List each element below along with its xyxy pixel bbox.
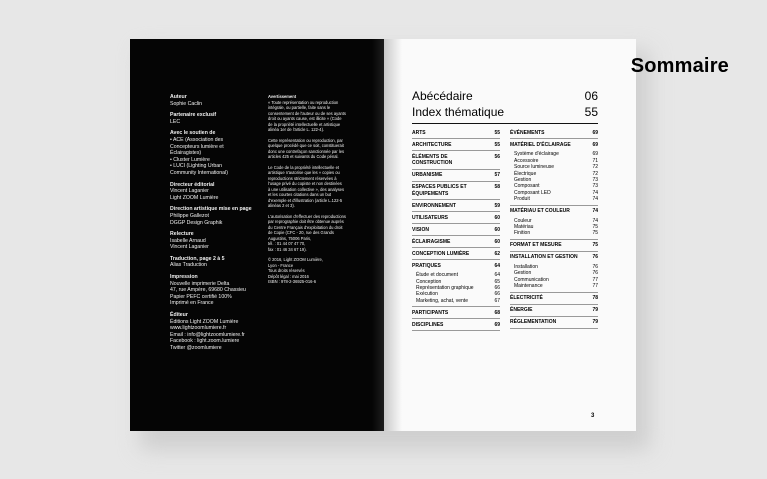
colophon-label: Éditeur — [170, 312, 188, 319]
colophon-label: Traduction, page 2 à 5 — [170, 255, 225, 262]
index-entry[interactable] — [412, 227, 500, 233]
index-entry-label: PARTICIPANTS — [412, 309, 449, 316]
index-entry[interactable] — [510, 319, 598, 325]
index-subentry[interactable] — [510, 283, 598, 289]
colophon-column-credits — [170, 94, 256, 357]
divider — [510, 138, 598, 139]
divider — [412, 138, 500, 139]
colophon-block — [268, 94, 368, 133]
index-subentry-page: 69 — [592, 151, 598, 158]
index-column-left — [412, 130, 500, 334]
divider — [510, 239, 598, 240]
index-subentry-label: Matériau — [514, 224, 534, 231]
index-entry-page: 68 — [494, 309, 500, 316]
index-subentry-label: Conception — [416, 278, 442, 285]
colophon-line: • Cluster Lumière — [170, 156, 210, 163]
index-subentry-page: 73 — [592, 177, 598, 184]
index-entry-page: 69 — [592, 130, 598, 136]
index-subentry-page: 74 — [592, 189, 598, 196]
index-entry-page: 76 — [592, 254, 598, 261]
colophon-label: Partenaire exclusif — [170, 112, 217, 119]
index-entry-page: 69 — [494, 321, 500, 328]
colophon-line: « Toute représentation ou reproduction — [268, 99, 339, 105]
index-subentry-label: Produit — [514, 196, 530, 203]
divider — [412, 306, 500, 307]
divider — [412, 330, 500, 331]
index-entry-label: ESPACES PUBLICS ET ÉQUIPEMENTS — [412, 184, 467, 197]
colophon-line: tél. : 01 44 07 47 70, — [268, 241, 306, 246]
colophon-line: à une utilisation collective », des analyses — [268, 186, 345, 192]
index-subentry-page: 76 — [592, 263, 598, 270]
toc-row-abecedaire[interactable] — [412, 89, 598, 103]
colophon-line: Nouvelle imprimerie Delta — [170, 280, 230, 287]
colophon-block — [170, 231, 256, 251]
index-entry-label: ÉLÉMENTS DE CONSTRUCTION — [412, 154, 453, 167]
colophon-line: L'autorisation d'effectuer des reproductions — [268, 213, 346, 219]
index-entry[interactable] — [510, 295, 598, 301]
colophon-line: de Copie (CFC - 20, rue des Grands — [268, 230, 334, 235]
colophon-line: Papier PEFC certifié 100% — [170, 293, 232, 300]
spine-shade — [372, 39, 384, 431]
colophon-line: 47, rue Ampère, 69680 Chassieu — [170, 287, 246, 294]
divider — [510, 328, 598, 329]
colophon-line: par reprographie doit être obtenue auprès — [268, 219, 344, 224]
index-entry-page: 62 — [494, 250, 500, 257]
toc-label: Index thématique — [412, 105, 505, 119]
index-entry[interactable] — [510, 130, 598, 136]
divider — [412, 181, 500, 182]
colophon-line: et les courtes citations dans un but — [268, 192, 332, 197]
index-entry[interactable] — [412, 203, 500, 209]
page-number: 3 — [591, 413, 595, 419]
index-entry-page: 55 — [494, 142, 500, 148]
index-subentry-label: Installation — [514, 263, 538, 270]
colophon-line: Éditions Light ZOOM Lumière — [170, 318, 239, 325]
colophon-label: Avec le soutien de — [170, 130, 216, 137]
colophon-line: Email : info@lightzoomlumiere.fr — [170, 331, 245, 338]
divider — [412, 259, 500, 260]
index-entry-page: 78 — [592, 295, 598, 302]
page-title: Sommaire — [630, 55, 729, 77]
divider — [510, 205, 598, 206]
colophon-line: Dépôt légal : mai 2016 — [268, 273, 309, 279]
index-entry-label: ÉNERGIE — [510, 307, 533, 314]
index-entry-label: PRATIQUES — [412, 262, 441, 269]
index-entry-page: 79 — [592, 307, 598, 314]
divider — [412, 318, 500, 319]
divider — [412, 150, 500, 151]
colophon-line: d'exemple et d'illustration (article L.122-5 — [268, 197, 343, 203]
index-entry[interactable] — [412, 322, 500, 328]
index-entry-label: ÉCLAIRAGISME — [412, 238, 451, 245]
colophon-line: • LUCI (Lighting Urban — [170, 163, 222, 170]
index-entry-page: 57 — [494, 172, 500, 179]
colophon-line: reproductions strictement réservées à — [268, 175, 337, 181]
index-entry-label: CONCEPTION LUMIÈRE — [412, 250, 470, 257]
index-entry-label: FORMAT ET MESURE — [510, 242, 562, 249]
colophon-line: du Centre Français d'exploitation du droit — [268, 224, 343, 230]
divider — [412, 247, 500, 248]
index-subentry-label: Marketing, achat, vente — [416, 297, 468, 304]
colophon-block — [170, 312, 256, 352]
colophon-block — [170, 130, 256, 176]
index-entry-page: 59 — [494, 202, 500, 209]
index-subentry-label: Communication — [514, 276, 549, 283]
divider — [412, 223, 500, 224]
colophon-block — [268, 138, 368, 160]
index-entry-label: DISCIPLINES — [412, 321, 444, 328]
colophon-line: fax : 01 46 34 67 19). — [268, 246, 307, 252]
colophon-label: Directeur éditorial — [170, 181, 215, 188]
colophon-line: Imprimé en France — [170, 300, 214, 307]
index-entry-page: 75 — [592, 242, 598, 249]
colophon-line: alinéa 1er de l'article L. 122-4). — [268, 127, 325, 132]
colophon-line: ISBN : 978-2-36925-016-6 — [268, 279, 317, 284]
colophon-line: l'usage privé du copiste et non destinées — [268, 181, 342, 186]
index-subentry-page: 65 — [494, 278, 500, 285]
index-entry-label: ÉLECTRICITÉ — [510, 295, 543, 302]
index-entry-label: ÉVÉNEMENTS — [510, 130, 545, 136]
toc-label: Abécédaire — [412, 89, 473, 103]
index-subentry-page: 71 — [592, 157, 598, 164]
colophon-line: quelque procédé que ce soit, constituerait — [268, 143, 344, 148]
index-subentry-label: Gestion — [514, 177, 532, 184]
index-entry-label: UTILISATEURS — [412, 214, 449, 221]
index-entry[interactable] — [412, 130, 500, 136]
toc-page: 06 — [584, 89, 598, 103]
index-subentry-label: Finition — [514, 230, 531, 237]
index-subentry-page: 66 — [494, 291, 500, 298]
colophon-line: Augustins, 75006 Paris, — [268, 235, 312, 241]
index-subentry-page: 77 — [592, 276, 598, 283]
colophon-label: Auteur — [170, 94, 187, 100]
colophon-line: articles 425 et suivants du Code pénal. — [268, 154, 339, 159]
colophon-line: Alias Traduction — [170, 262, 207, 269]
toc-page: 55 — [584, 105, 598, 119]
index-entry-page: 60 — [494, 238, 500, 245]
colophon-line: Twitter @zoomlumiere — [170, 345, 222, 351]
index-entry[interactable] — [412, 310, 500, 316]
index-subentry-label: Maintenance — [514, 283, 543, 290]
colophon-label: Relecture — [170, 231, 194, 238]
index-entry[interactable] — [412, 251, 500, 257]
colophon-line: donc une contrefaçon sanctionnée par les — [268, 148, 345, 154]
index-entry[interactable] — [412, 215, 500, 221]
index-subentry-label: Système d'éclairage — [514, 151, 559, 158]
index-entry-label: ARCHITECTURE — [412, 142, 452, 148]
colophon-line: Vincent Laganier — [170, 188, 209, 195]
colophon-line: Light ZOOM Lumière — [170, 194, 219, 201]
index-entry-label: VISION — [412, 226, 429, 233]
colophon-line: Philippe Gallezot — [170, 212, 209, 219]
colophon-line: consentement de l'auteur ou de ses ayants — [268, 110, 346, 116]
colophon-line: Facebook : light.zoom.lumiere — [170, 338, 240, 345]
divider — [510, 292, 598, 293]
index-subentry-page: 72 — [592, 170, 598, 177]
index-entry-page: 79 — [592, 319, 598, 326]
index-subentry-page: 75 — [592, 224, 598, 231]
index-subentry-label: Composant — [514, 183, 540, 190]
colophon-line: Le Code de la propriété intellectuelle et — [268, 164, 340, 170]
colophon-line: www.lightzoomlumiere.fr — [170, 325, 227, 332]
colophon-line: Lyon - France — [268, 262, 294, 268]
index-column-right — [510, 130, 598, 331]
colophon-block — [170, 112, 256, 125]
colophon-block — [170, 274, 256, 307]
index-subentry-page: 76 — [592, 270, 598, 277]
colophon-line: intégrale, ou partielle, faite sans le — [268, 105, 331, 110]
index-entry-page: 55 — [494, 130, 500, 136]
colophon-line: Éclairagistes) — [170, 150, 202, 157]
index-subentry-page: 72 — [592, 164, 598, 171]
index-subentry[interactable] — [510, 196, 598, 202]
index-subentry-label: Étude et document — [416, 272, 458, 279]
index-subentry-label: Couleur — [514, 217, 532, 224]
index-entry[interactable] — [412, 184, 500, 197]
index-entry[interactable] — [412, 172, 500, 178]
colophon-block — [170, 206, 256, 226]
index-entry-label: RÉGLEMENTATION — [510, 319, 557, 326]
divider — [412, 169, 500, 170]
index-subentry-label: Gestion — [514, 270, 532, 277]
index-entry[interactable] — [510, 307, 598, 313]
index-entry-page: 56 — [494, 154, 500, 160]
colophon-line: Sophie Caclin — [170, 100, 203, 107]
index-subentry[interactable] — [412, 298, 500, 304]
colophon-line: droit ou ayants cause, est illicite » (Code — [268, 116, 342, 121]
colophon-line: de la propriété intellectuelle et artistique — [268, 121, 341, 127]
colophon-line: Community International) — [170, 169, 228, 176]
index-subentry-label: Représentation graphique — [416, 285, 474, 292]
gutter-shade — [384, 39, 402, 431]
index-subentry-label: Accessoire — [514, 157, 539, 164]
index-entry-page: 69 — [592, 142, 598, 148]
colophon-line: Isabelle Arnaud — [170, 237, 206, 244]
colophon-block — [170, 182, 256, 202]
index-subentry-label: Exécution — [416, 291, 438, 298]
index-subentry-label: Composant LED — [514, 189, 551, 196]
colophon-block — [170, 94, 256, 107]
index-entry-label: MATÉRIEL D'ÉCLAIRAGE — [510, 142, 571, 148]
index-subentry-label: Source lumineuse — [514, 164, 555, 171]
index-subentry[interactable] — [510, 230, 598, 236]
index-subentry-page: 67 — [494, 297, 500, 304]
colophon-line: DGGP Design Graphik — [170, 219, 223, 226]
colophon-line: • ACE (Association des — [170, 136, 224, 143]
index-subentry-page: 66 — [494, 285, 500, 292]
index-entry-page: 74 — [592, 208, 598, 215]
divider — [412, 211, 500, 212]
toc-row-index[interactable] — [412, 105, 598, 119]
colophon-line: alinéas 2 et 3). — [268, 203, 295, 208]
divider — [412, 235, 500, 236]
index-entry[interactable] — [510, 242, 598, 248]
index-subentry-page: 74 — [592, 217, 598, 224]
divider — [510, 251, 598, 252]
index-subentry-page: 73 — [592, 183, 598, 190]
colophon-line: © 2016, Light ZOOM Lumière, — [268, 257, 323, 262]
index-entry[interactable] — [412, 239, 500, 245]
divider — [412, 123, 598, 124]
index-subentry-page: 64 — [494, 272, 500, 279]
index-entry-label: ARTS — [412, 130, 426, 136]
colophon-block — [268, 165, 368, 209]
colophon-line: Tous droits réservés — [268, 268, 305, 273]
divider — [412, 199, 500, 200]
index-entry-label: INSTALLATION ET GESTION — [510, 254, 578, 261]
index-entry-page: 60 — [494, 214, 500, 221]
colophon-block — [268, 214, 368, 253]
divider — [510, 304, 598, 305]
colophon-line: artistique n'autorise que les « copies ou — [268, 170, 340, 175]
index-subentry-page: 77 — [592, 283, 598, 290]
colophon-column-legal — [268, 94, 368, 290]
index-subentry-page: 74 — [592, 196, 598, 203]
colophon-line: Cette représentation ou reproduction, par — [268, 137, 343, 143]
index-entry-label: ENVIRONNEMENT — [412, 202, 456, 209]
index-entry-page: 58 — [494, 184, 500, 191]
index-subentry-label: Électrique — [514, 170, 537, 177]
index-entry[interactable] — [412, 142, 500, 148]
colophon-block — [268, 257, 368, 285]
colophon-line: Concepteurs lumière et — [170, 143, 224, 150]
index-entry[interactable] — [412, 154, 500, 167]
colophon-line: Vincent Laganier — [170, 244, 209, 251]
colophon-label: Avertissement — [268, 94, 297, 99]
colophon-label: Impression — [170, 274, 198, 281]
divider — [510, 316, 598, 317]
index-entry-page: 64 — [494, 262, 500, 269]
colophon-label: Direction artistique mise en page — [170, 206, 252, 213]
index-entry-label: URBANISME — [412, 172, 443, 179]
index-subentry-page: 75 — [592, 230, 598, 237]
colophon-block — [170, 256, 256, 269]
index-entry-label: MATÉRIAU ET COULEUR — [510, 208, 570, 215]
index-entry-page: 60 — [494, 226, 500, 233]
colophon-line: LEC — [170, 118, 181, 125]
